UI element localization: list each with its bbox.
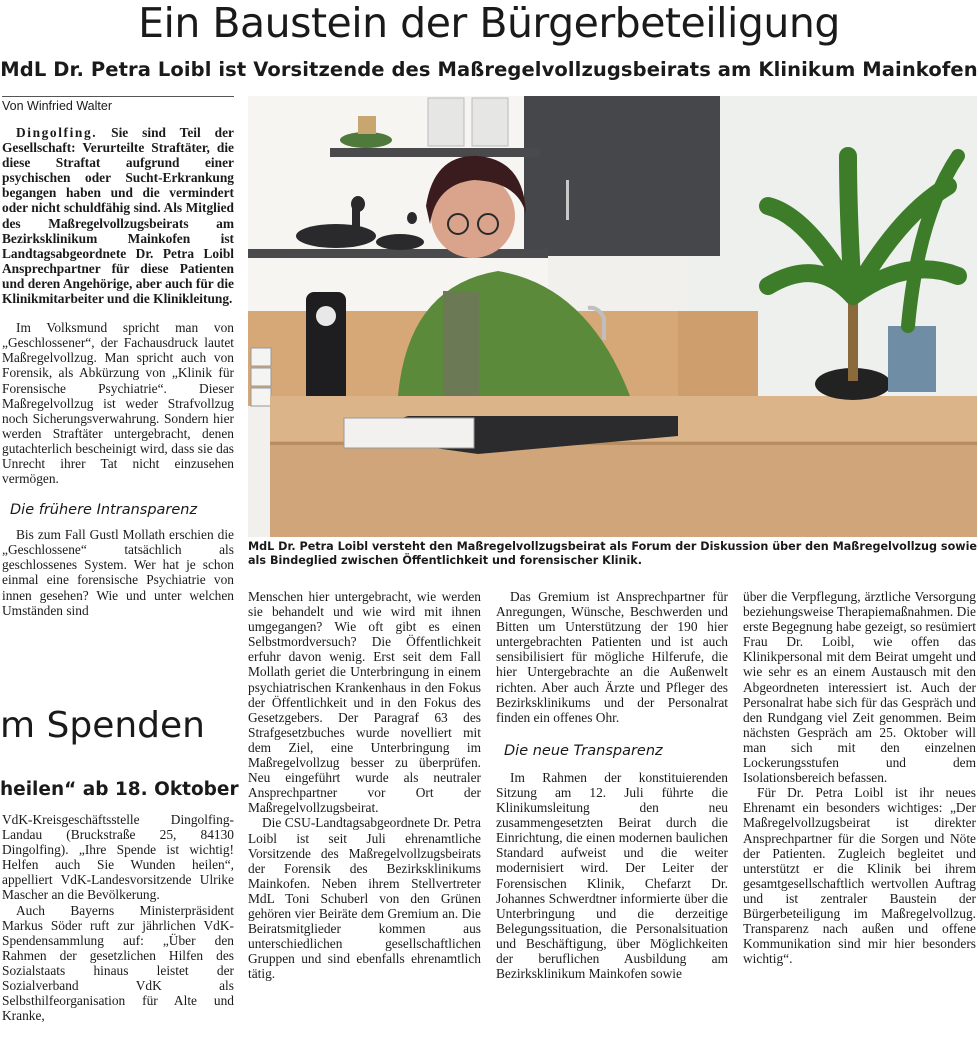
byline: Von Winfried Walter [2,99,112,113]
article-column-3 [496,589,728,981]
body-paragraph: Das Gremium ist Ansprechpartner für Anregungen, Wünsche, Beschwerden und Bitten um Unterstützung der 190 hier untergebrachten Patienten und ist auch sensibilisiert für mögliche Hilferufe, die hier Untergebrachte an die Außenwelt richten. Aber auch Ärzte und Pfleger des Bezirksklinikums und der Personalrat finden ein offenes Ohr. [496,589,728,725]
photo-caption: MdL Dr. Petra Loibl versteht den Maßregelvollzugsbeirat als Forum der Diskussion über den Maßregelvollzug sowie als Bindeglied zwischen Öffentlichkeit und forensischer Klinik. [248,540,978,567]
body-paragraph: Die CSU-Landtagsabgeordnete Dr. Petra Loibl ist seit Juli ehrenamtliche Vorsitzende des Maßregelvollzugsbeirats der Forensik des Bezirksklinikums Mainkofen. Neben ihrem Stellvertreter MdL Toni Schuberl von den Grünen gehören vier Beiräte dem Gremium an. Die Beiratsmitglieder kommen aus unterschiedlichen gesellschaftlichen Gruppen und sind ebenfalls ehrenamtlich tätig. [248,815,481,982]
adjacent-headline: m Spenden [0,705,205,746]
body-paragraph: Bis zum Fall Gustl Mollath erschien die „Geschlossene“ tatsächlich als geschlossenes System. Wer hat je schon einmal eine forensische Psychiatrie von innen gesehen? Wie und unter welchen Umständen sind [2,527,234,618]
body-paragraph: Im Rahmen der konstituierenden Sitzung am 12. Juli führte die Klinikumsleitung den neu zusammengesetzten Beirat durch die Einrichtung, die einen modernen baulichen Standard aufweist und die weiter modernisiert wird. Der Leiter der Forensischen Klinik, Chefarzt Dr. Johannes Schwerdtner informierte über die Unterbringung und die derzeitige Belegungssituation, die Personalsituation und Beschäftigung, über Möglichkeiten der beruflichen Ausbildung am Bezirksklinikum Mainkofen sowie [496,769,728,982]
article-column-2 [248,589,481,981]
dateline: Dingolfing. [16,125,98,140]
body-paragraph: Für Dr. Petra Loibl ist ihr neues Ehrenamt ein besonders wichtiges: „Der Maßregelvollzugsbeirat ist direkter Ansprechpartner für die Sorgen und Nöte der Patienten. Zugleich begleitet und unterstützt er die Klinik bei ihrem gesamtgesellschaftlich wertvollen Auftrag und ist zentraler Baustein der Bürgerbeteiligung im Maßregelvollzug. Transparenz nach außen und offene Kommunikation sind mir hier besonders wichtig“. [743,785,976,967]
body-paragraph: über die Verpflegung, ärztliche Versorgung beziehungsweise Therapiemaßnahmen. Die erste Begegnung habe gezeigt, so resümiert Frau Dr. Loibl, wie offen das Klinikpersonal mit dem Beirat umgeht und wie sehr es an einem Austausch mit den Abgeordneten interessiert ist. Auch der Personalrat habe sich für das Gespräch und den Rundgang viel Zeit genommen. Beim nächsten Gespräch am 25. Oktober will man sich mit den einzelnen Lockerungsstufen und dem Isolationsbereich befassen. [743,589,976,786]
body-paragraph: VdK-Kreisgeschäftsstelle Dingolfing-Landau (Bruckstraße 25, 84130 Dingolfing). „Ihre Spende ist wichtig! Helfen auch Sie Wunden heilen“, appelliert VdK-Landesvorsitzende Ulrike Mascher an die Bevölkerung. [2,812,234,903]
article-photo [248,96,977,537]
lead-paragraph [2,125,234,306]
body-paragraph: Im Volksmund spricht man von „Geschlossener“, der Fachausdruck lautet Maßregelvollzug. Man spricht auch von Forensik, als Abkürzung von „Klinik für Forensische Psychiatrie“. Dieser Maßregelvollzug ist weder Strafvollzug noch Sicherungsverwahrung. Sondern hier werden Straftäter untergebracht, denen gutachterlich bescheinigt wird, dass sie das Unrecht ihrer Tat nicht einzusehen vermögen. [2,320,234,487]
adjacent-article-column [2,812,234,1023]
lead-text: Sie sind Teil der Gesellschaft: Verurteilte Straftäter, die diese Straftat aufgrund einer psychischen oder Sucht-Erkrankung begangen haben und die vermindert oder nicht schuldfähig sind. Als Mitglied des Maßregelvollzugsbeirats am Bezirksklinikum Mainkofen ist Landtagsabgeordnete Dr. Petra Loibl Ansprechpartner für diese Patienten und deren Angehörige, aber auch für die Klinikmitarbeiter und die Klinikleitung. [2,125,234,307]
section-subtitle: Die frühere Intransparenz [10,502,198,519]
adjacent-subheadline: heilen“ ab 18. Oktober [0,779,239,800]
section-subtitle: Die neue Transparenz [504,742,663,759]
body-paragraph: Auch Bayerns Ministerpräsident Markus Söder ruft zur jährlichen VdK-Spendensammlung auf: „Über den Rahmen der gesetzlichen Hilfen des Sozialstaats hinaus leistet der Sozialverband VdK als Selbsthilfeorganisation für Alte und Kranke, [2,902,234,1024]
byline-rule [2,96,234,97]
subheadline: MdL Dr. Petra Loibl ist Vorsitzende des Maßregelvollzugsbeirats am Klinikum Mainkofen [0,58,978,81]
headline: Ein Baustein der Bürgerbeteiligung [138,0,840,47]
article-column-1 [2,125,234,618]
article-column-4 [743,589,976,966]
body-paragraph: Menschen hier untergebracht, wie werden sie behandelt und wie wird mit ihnen umgegangen? Wie oft gibt es einen Selbstmordversuch? Die Öffentlichkeit erfuhr davon wenig. Erst seit dem Fall Mollath geriet die Unterbringung in einem psychiatrischen Krankenhaus in den Fokus der Öffentlichkeit und in den Fokus des Gesetzgebers. Der Paragraf 63 des Strafgesetzbuches wurde novelliert mit dem Ziel, eine Unterbringung im Maßregelvollzug besser zu überprüfen. Neu eingeführt wurde als neutraler Ansprechpartner vor Ort der Maßregelvollzugsbeirat. [248,589,481,816]
